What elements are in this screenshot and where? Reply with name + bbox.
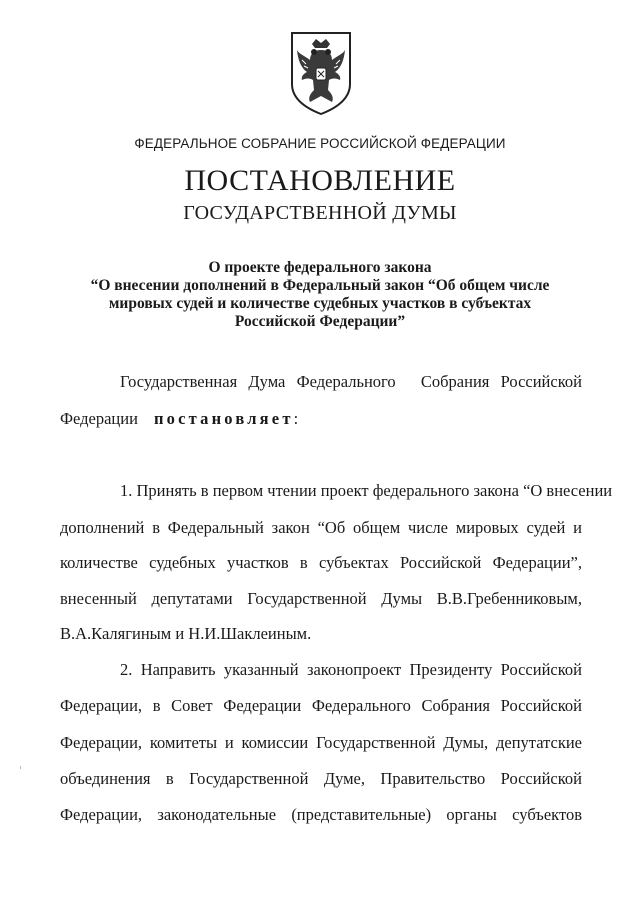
preamble-word: Собрания [420, 372, 490, 391]
document-issuer: ГОСУДАРСТВЕННОЙ ДУМЫ [183, 202, 457, 224]
subject-line: мировых судей и количестве судебных участков в субъектах [108, 295, 532, 312]
document-subject [60, 259, 580, 331]
preamble-line [120, 372, 582, 392]
clause-2-line: 2. Направить указанный законопроект Президенту Российской [120, 660, 582, 679]
subject-line: “О внесении дополнений в Федеральный закон “Об общем числе [90, 277, 550, 294]
clause-2-line: объединения в Государственной Думе, Правительство Российской [60, 769, 582, 788]
clause-2-line: Федерации, комитеты и комиссии Государственной Думы, депутатские [60, 733, 582, 752]
scan-margin-mark [20, 766, 21, 769]
document-type-title: ПОСТАНОВЛЕНИЕ [184, 164, 456, 197]
coat-of-arms-emblem [288, 30, 354, 116]
clause-1-line: 1. Принять в первом чтении проект федерального закона “О внесении [120, 481, 613, 500]
preamble-text: Федерации [60, 409, 138, 428]
clause-1-line: дополнений в Федеральный закон “Об общем числе мировых судей и [60, 518, 582, 537]
clause-2-line: Федерации, законодательные (представительные) органы субъектов [60, 805, 582, 824]
decree-colon: : [293, 409, 299, 428]
preamble-word: Дума [248, 372, 286, 391]
clause-1-line: внесенный депутатами Государственной Думы В.В.Гребенниковым, [60, 589, 582, 608]
organization-name: ФЕДЕРАЛЬНОЕ СОБРАНИЕ РОССИЙСКОЙ ФЕДЕРАЦИИ [134, 136, 506, 151]
preamble-word: Российской [500, 372, 582, 391]
clause-2-line: Федерации, в Совет Федерации Федерального Собрания Российской [60, 696, 582, 715]
preamble-line [60, 409, 298, 429]
clause-1-line: количестве судебных участков в субъектах Российской Федерации”, [60, 553, 582, 572]
preamble-word: Государственная [120, 372, 238, 391]
decree-word: постановляет [153, 409, 294, 428]
clause-1-line: В.А.Калягиным и Н.И.Шаклеиным. [60, 624, 312, 643]
subject-line: Российской Федерации” [234, 313, 406, 330]
subject-line: О проекте федерального закона [208, 259, 432, 276]
preamble-word: Федерального [296, 372, 396, 391]
